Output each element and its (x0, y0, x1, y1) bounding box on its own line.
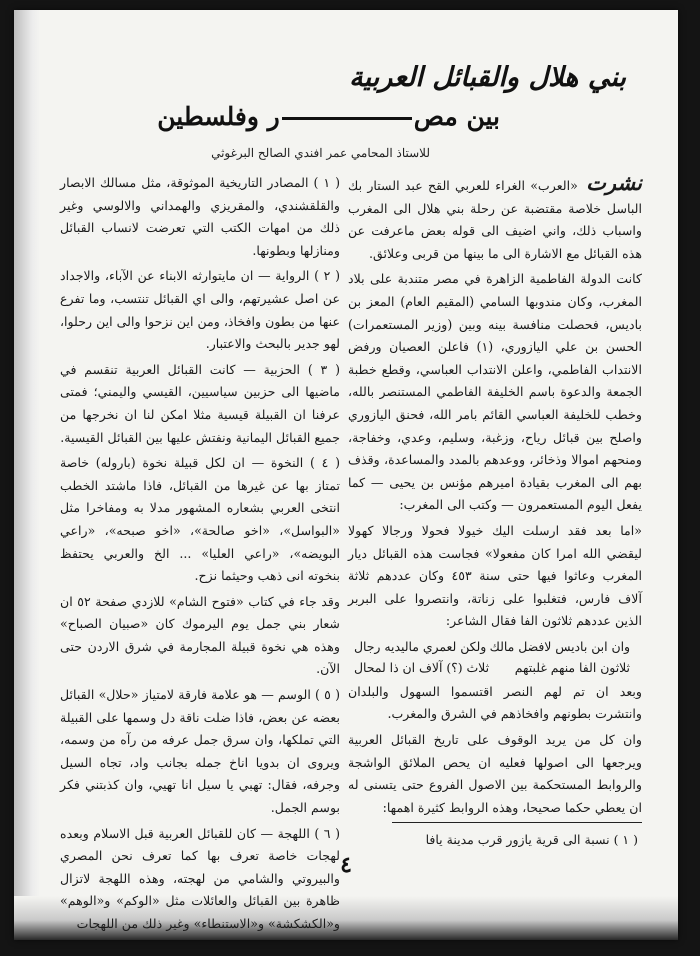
lead-word: نشرت (586, 170, 642, 195)
paragraph-fatimid: كانت الدولة الفاطمية الزاهرة في مصر متندبة على بلاد المغرب، وكان مندوبها السامي (المقيم العام) المعز بن باديس، فحصلت منافسة بينه وبين (وزير المستعمرات) الحسن بن علي اليازوري، (١) فاعلن العصيان ورفض الانتداب الفاطمي، واعلن الانتداب العباسي، وقطع خطبة الجمعة والدعوة باسم الخليفة الفاطمي المستنصر بالله، وخطب للخليفة العباسي القائم بامر الله، فحنق اليازوري واصلح بين قبائل رياح، وزغبة، وسليم، وعدي، وخفاجة، ومنحهم اموالا وذخائر، ووعدهم بالمدد والمساعدة، وقذف بهم الى المغرب بقيادة اميرهم مؤنس بن يحيى — كما يفعل اليوم المستعمرون — وكتب الى المغرب: (348, 271, 642, 513)
intro-text: «العرب» الغراء للعربي القح عبد الستار بك الباسل خلاصة مقتضبة عن رحلة بني هلال الى المغرب واسباب ذلك، واني اضيف الى قوله بعض ماعرفت عن هذه القبائل مع الاشارة الى ما بينها من قربى وعلائق. (348, 178, 642, 261)
subtitle-dash (282, 117, 412, 120)
left-column (60, 172, 340, 936)
footnote-rule (392, 822, 642, 823)
section-war-cry-example: وقد جاء في كتاب «فتوح الشام» للازدي صفحة ٥٢ ان شعار بني جمل يوم اليرموك كان «صبيان الصباح» وهذه هي نخوة قبيلة المجارمة في شرق الاردن حتى الآن. (60, 593, 340, 677)
section-war-cry: ( ٤ ) النخوة — ان لكل قبيلة نخوة (باروله) خاصة تمتاز بها عن غيرها من القبائل، فاذا ماشتد الخطب انتخى العربي بشعاره المشهور مدلا به ومفاخرا مثل «البواسل»، «اخو صالحة»، «اخو صبحه»، «راعي البويضه»، «راعي العليا» ... الخ والعربي يحتفظ بنخوته انى ذهب وحيثما نزح. (60, 455, 340, 584)
scanned-page (14, 10, 678, 940)
paragraph-letter: «اما بعد فقد ارسلت اليك خيولا فحولا ورجالا كهولا ليقضي الله امرا كان مفعولا» فجاست هذه القبائل ديار المغرب وعاثوا فيها حتى سنة ٤٥٣ وكان عددهم ثلاثة آلاف فارس، فتغلبوا على زناتة، وانتصروا على البربر الذين عددهم ثلاثون الفا فقال الشاعر: (348, 522, 642, 629)
paragraph-victory: وبعد ان تم لهم النصر اقتسموا السهول والبلدان وانتشرت بطونهم وافخاذهم في الشرق والمغرب. (348, 683, 642, 722)
poem-verse (348, 657, 642, 678)
poem-hemistich: وان ابن باديس لافضل مالك (489, 638, 630, 654)
poem-verse (348, 636, 642, 657)
section-sources: ( ١ ) المصادر التاريخية الموثوقة، مثل مسالك الابصار والقلقشندي، والمقريزي والهمداني والالوسي وغير ذلك من امهات الكتب التي تعرضت لانساب القبائل ومنازلها وبطونها. (60, 175, 341, 258)
section-dialect: ( ٦ ) اللهجة — كان للقبائل العربية قبل الاسلام وبعده لهجات خاصة تعرف بها كما تعرف نحن المصري والبيروتي والشامي من لهجته، وهذه اللهجة لاتزال ظاهرة بين القبائل والعائلات مثل «الوكم» و«الوهم» و«الكشكشة» و«الاستنطاء» وغير ذلك من اللهجات (60, 825, 341, 931)
article-subtitle (157, 102, 500, 131)
poem-hemistich: ثلاثون الفا منهم غلبتهم (514, 659, 630, 675)
right-column (348, 172, 642, 819)
section-narration: ( ٢ ) الرواية — ان مايتوارثه الابناء عن الآباء، والاجداد عن اصل عشيرتهم، والى اي القبائل تنتسب، وما تفرع عنها من بطون وافخاذ، ومن اين نزحوا والى اين رحلوا، لهو جدير بالبحث والاعتبار. (59, 268, 340, 352)
poem (348, 636, 642, 678)
intro-paragraph (348, 172, 642, 265)
section-brand-mark: ( ٥ ) الوسم — هو علامة فارقة لامتياز «حلال» القبائل بعضه عن بعض، فاذا ضلت ناقة دل وسمها على القبيلة التي تملكها، وان سرق جمل عرفه من رآه من وسمه، ويروى ان بدويا اناخ جمله بجانب واد، تجاه السيل وجرفه، فقال: تهبي يا سيل انا تهيي، وان كذبتني فكر بوسم الجمل. (60, 687, 340, 816)
article-title: بني هلال والقبائل العربية (349, 62, 626, 93)
section-partisanship: ( ٣ ) الحزبية — كانت القبائل العربية تنقسم في ماضيها الى حزبين سياسيين، القيسي واليمني؛ فمتى عرفنا ان القبيلة قيسية مثلا امكن لنا ان نخرجها من جميع القبائل اليمانية ونفتش عليها بين القبائل القيسية. (60, 361, 340, 445)
page-number: ٤ (340, 852, 352, 878)
article-author: للاستاذ المحامي عمر افندي الصالح البرغوثي (211, 146, 430, 160)
footnote: ( ١ ) نسبة الى قرية يازور قرب مدينة يافا (425, 832, 638, 847)
page-left-shadow (14, 10, 40, 940)
paragraph-links: وان كل من يريد الوقوف على تاريخ القبائل العربية ويرجعها الى اصولها فعليه ان يحص الملائق الواشجة والروابط المستحكمة بين الاصول الفروع حتى يتسنى له ان يعطي حكما صحيحا، وهذه الروابط كثيرة اهمها: (348, 732, 642, 815)
poem-hemistich: ثلاث (؟) آلاف ان ذا لمحال (354, 659, 490, 675)
subtitle-left-part: ر وفلسطين (157, 102, 280, 131)
subtitle-right-part: بين مص (413, 102, 500, 131)
poem-hemistich: ولكن لعمري ماليديه رجال (354, 638, 487, 654)
